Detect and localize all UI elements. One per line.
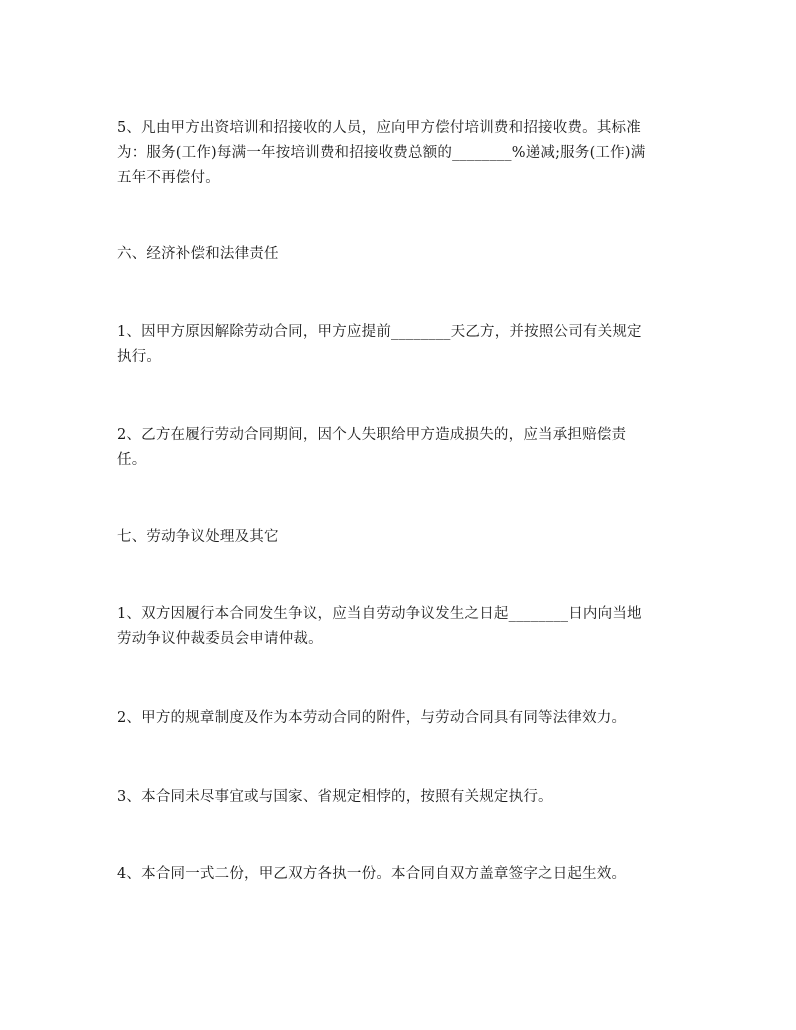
section-7-clause-4: 4、本合同一式二份，甲乙双方各执一份。本合同自双方盖章签字之日起生效。	[117, 866, 627, 882]
section-6-clause-2	[117, 423, 677, 473]
paragraph-5-training-fee	[117, 116, 677, 191]
paragraph-line: 任。	[117, 452, 147, 468]
paragraph-line: 1、双方因履行本合同发生争议，应当自劳动争议发生之日起________日内向当地	[117, 606, 642, 622]
paragraph-line: 为：服务(工作)每满一年按培训费和招接收费总额的________%递减;服务(工作)满	[117, 145, 646, 161]
section-7-clause-2: 2、甲方的规章制度及作为本劳动合同的附件，与劳动合同具有同等法律效力。	[117, 710, 627, 726]
paragraph-line: 五年不再偿付。	[117, 170, 220, 186]
section-7-clause-1	[117, 602, 677, 652]
section-6-clause-1	[117, 320, 677, 370]
paragraph-line: 1、因甲方原因解除劳动合同，甲方应提前________天乙方，并按照公司有关规定	[117, 324, 642, 340]
paragraph-line: 5、凡由甲方出资培训和招接收的人员，应向甲方偿付培训费和招接收费。其标准	[117, 120, 641, 136]
section-7-clause-3: 3、本合同未尽事宜或与国家、省规定相悖的，按照有关规定执行。	[117, 789, 553, 805]
paragraph-line: 劳动争议仲裁委员会申请仲裁。	[117, 631, 323, 647]
paragraph-line: 执行。	[117, 349, 162, 365]
section-heading-6: 六、经济补偿和法律责任	[117, 246, 279, 262]
paragraph-line: 2、乙方在履行劳动合同期间，因个人失职给甲方造成损失的，应当承担赔偿责	[117, 427, 627, 443]
section-heading-7: 七、劳动争议处理及其它	[117, 529, 279, 545]
